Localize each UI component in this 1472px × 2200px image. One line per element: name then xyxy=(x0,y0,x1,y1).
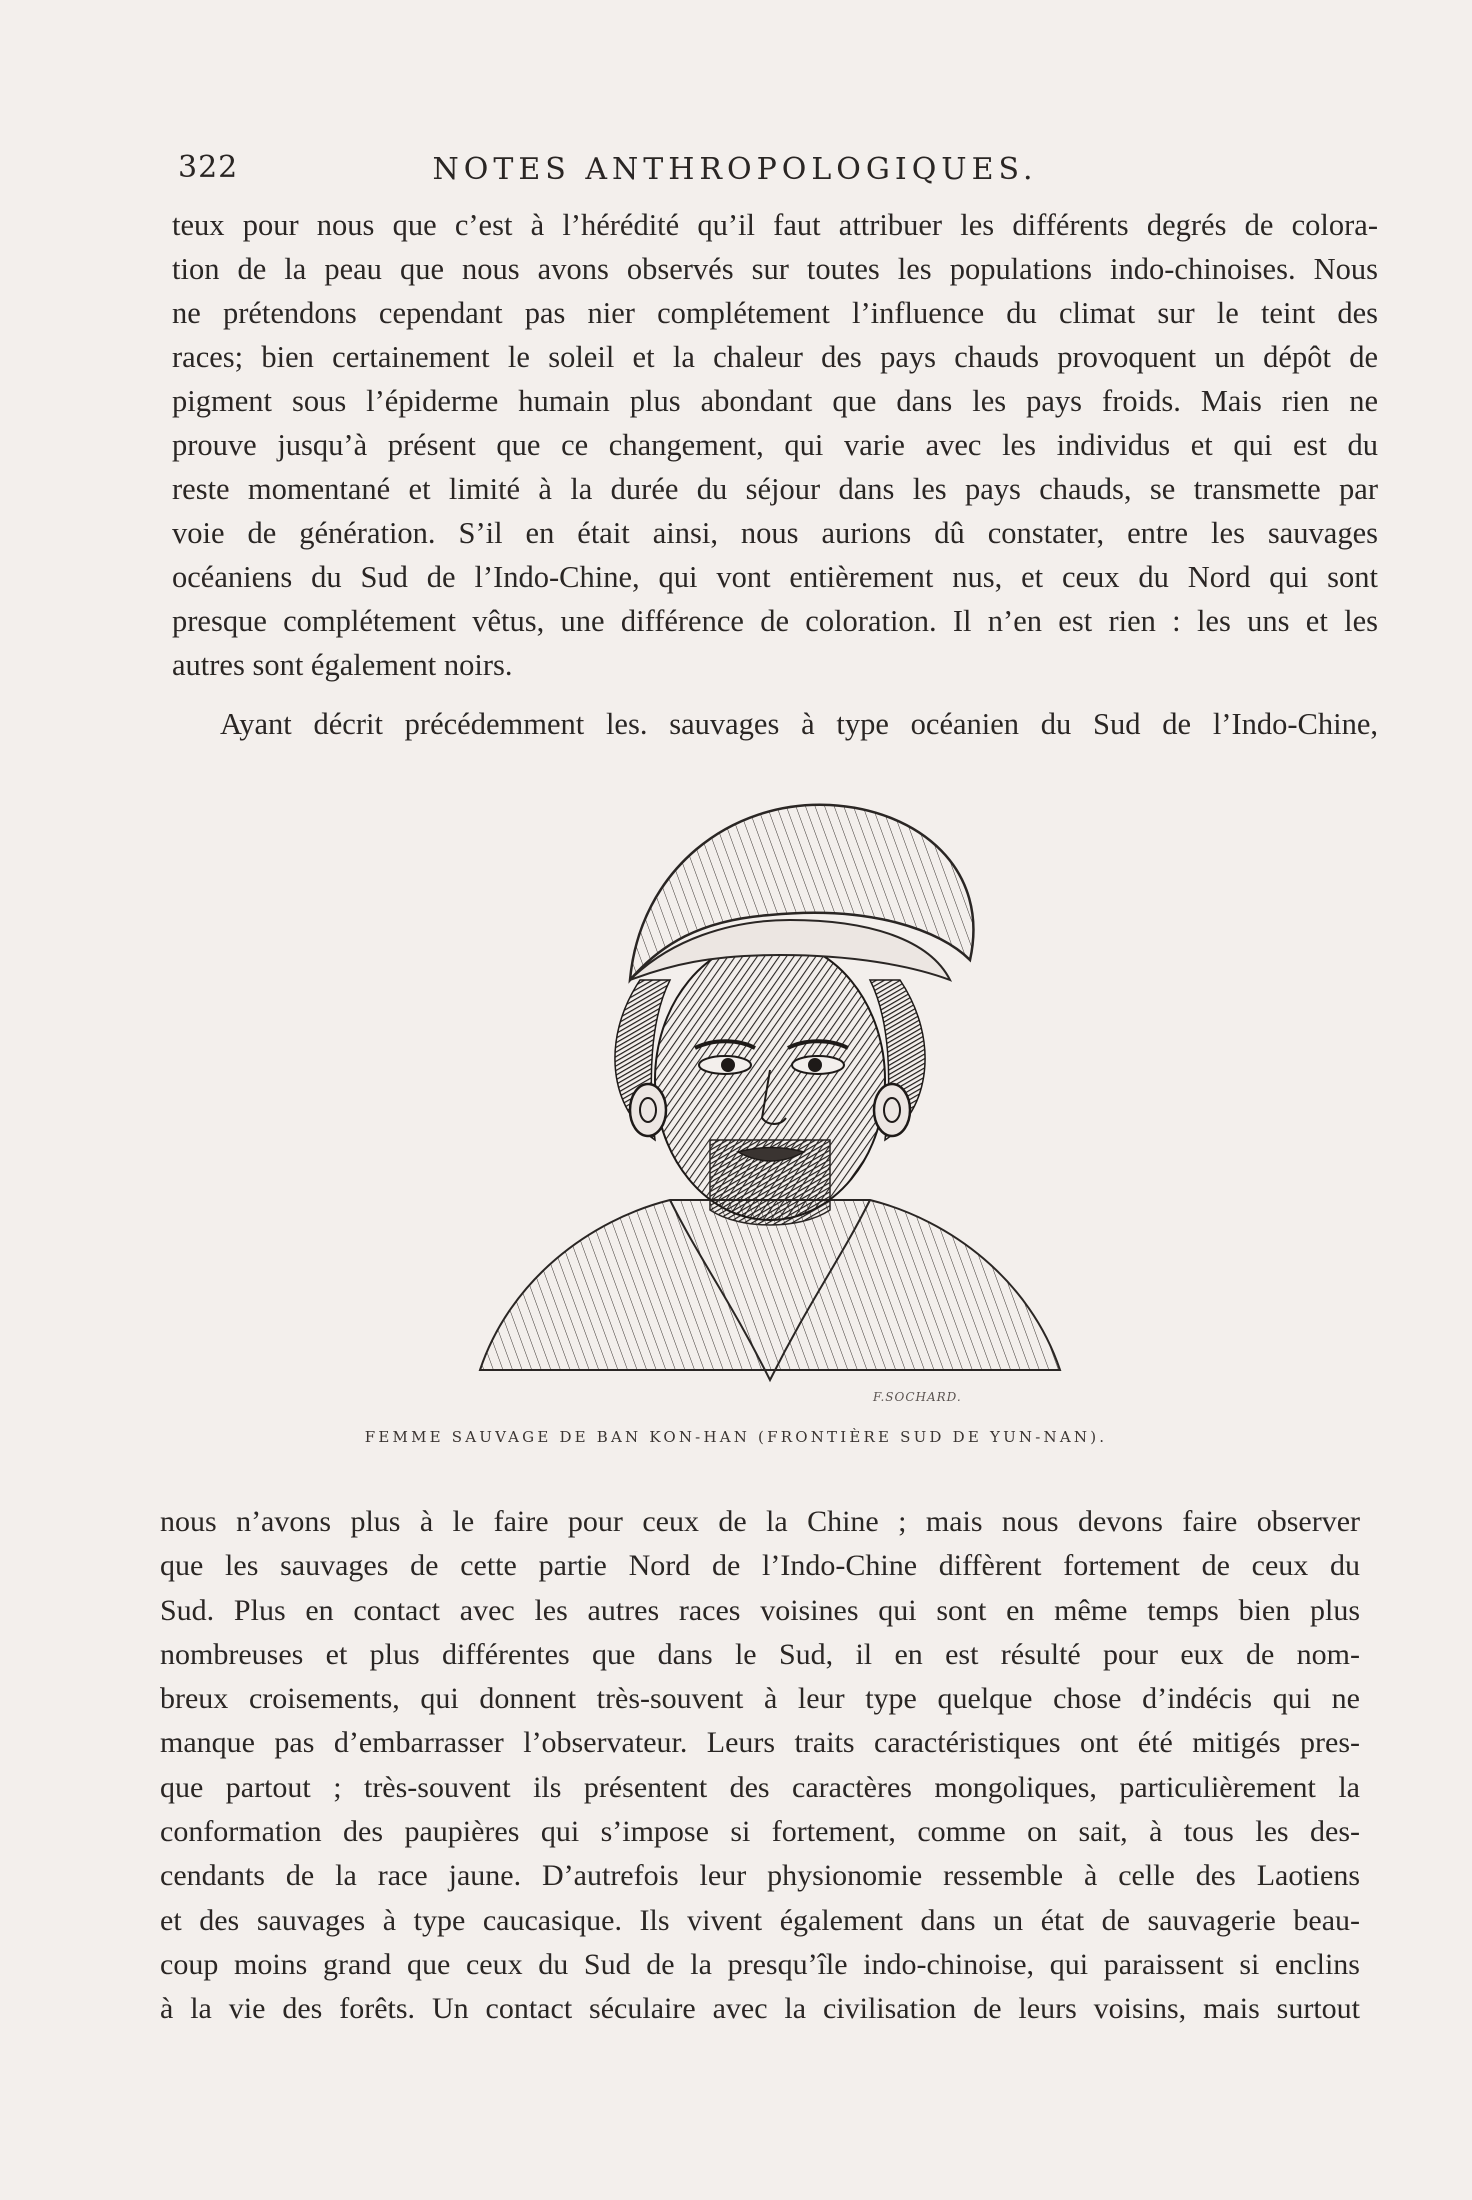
text-line: presque complétement vêtus, une différence de coloration. Il n’en est rien : les uns et les xyxy=(172,604,1378,638)
figure-caption: FEMME SAUVAGE DE BAN KON-HAN (FRONTIÈRE SUD DE YUN-NAN). xyxy=(364,1428,1108,1446)
text-line: conformation des paupières qui s’impose si fortement, comme on sait, à tous les des- xyxy=(160,1815,1360,1849)
text-line: ne prétendons cependant pas nier complétement l’influence du climat sur le teint des xyxy=(172,296,1378,330)
text-line: Sud. Plus en contact avec les autres races voisines qui sont en même temps bien plus xyxy=(160,1593,1360,1627)
text-line: à la vie des forêts. Un contact séculaire avec la civilisation de leurs voisins, mais surtout xyxy=(160,1992,1360,2026)
text-line: nombreuses et plus différentes que dans le Sud, il en est résulté pour eux de nom- xyxy=(160,1637,1360,1671)
second-paragraph xyxy=(172,702,1378,746)
text-line: cendants de la race jaune. D’autrefois leur physionomie ressemble à celle des Laotiens xyxy=(160,1859,1360,1893)
text-line: teux pour nous que c’est à l’hérédité qu’il faut attribuer les différents degrés de colora- xyxy=(172,208,1378,242)
top-paragraph xyxy=(172,203,1378,687)
text-line: océaniens du Sud de l’Indo-Chine, qui vont entièrement nus, et ceux du Nord qui sont xyxy=(172,560,1378,594)
text-line: et des sauvages à type caucasique. Ils vivent également dans un état de sauvagerie beau- xyxy=(160,1903,1360,1937)
text-line: prouve jusqu’à présent que ce changement, qui varie avec les individus et qui est du xyxy=(172,428,1378,462)
page-number: 322 xyxy=(178,150,239,185)
text-line: pigment sous l’épiderme humain plus abondant que dans les pays froids. Mais rien ne xyxy=(172,384,1378,418)
text-line: manque pas d’embarrasser l’observateur. Leurs traits caractéristiques ont été mitigés pres- xyxy=(160,1726,1360,1760)
text-line: que les sauvages de cette partie Nord de l’Indo-Chine diffèrent fortement de ceux du xyxy=(160,1549,1360,1583)
text-line: voie de génération. S’il en était ainsi, nous aurions dû constater, entre les sauvages xyxy=(172,516,1378,550)
running-head xyxy=(178,150,1292,194)
engraver-signature: F.SOCHARD. xyxy=(873,1390,962,1404)
text-line: que partout ; très-souvent ils présentent des caractères mongoliques, particulièrement la xyxy=(160,1770,1360,1804)
text-line: breux croisements, qui donnent très-souvent à leur type quelque chose d’indécis qui ne xyxy=(160,1682,1360,1716)
running-title: NOTES ANTHROPOLOGIQUES. xyxy=(432,152,1038,187)
text-line: autres sont également noirs. xyxy=(172,648,513,682)
engraving-portrait xyxy=(470,780,1070,1400)
text-line: tion de la peau que nous avons observés sur toutes les populations indo-chinoises. Nous xyxy=(172,252,1378,286)
text-line: Ayant décrit précédemment les. sauvages à type océanien du Sud de l’Indo-Chine, xyxy=(220,707,1378,741)
text-line: coup moins grand que ceux du Sud de la presqu’île indo-chinoise, qui paraissent si enclins xyxy=(160,1947,1360,1981)
text-line: races; bien certainement le soleil et la chaleur des pays chauds provoquent un dépôt de xyxy=(172,340,1378,374)
text-line: nous n’avons plus à le faire pour ceux de la Chine ; mais nous devons faire observer xyxy=(160,1505,1360,1538)
bottom-paragraph xyxy=(160,1500,1360,2032)
text-line: reste momentané et limité à la durée du séjour dans les pays chauds, se transmette par xyxy=(172,472,1378,506)
portrait-engraving-illustration xyxy=(470,780,1070,1400)
